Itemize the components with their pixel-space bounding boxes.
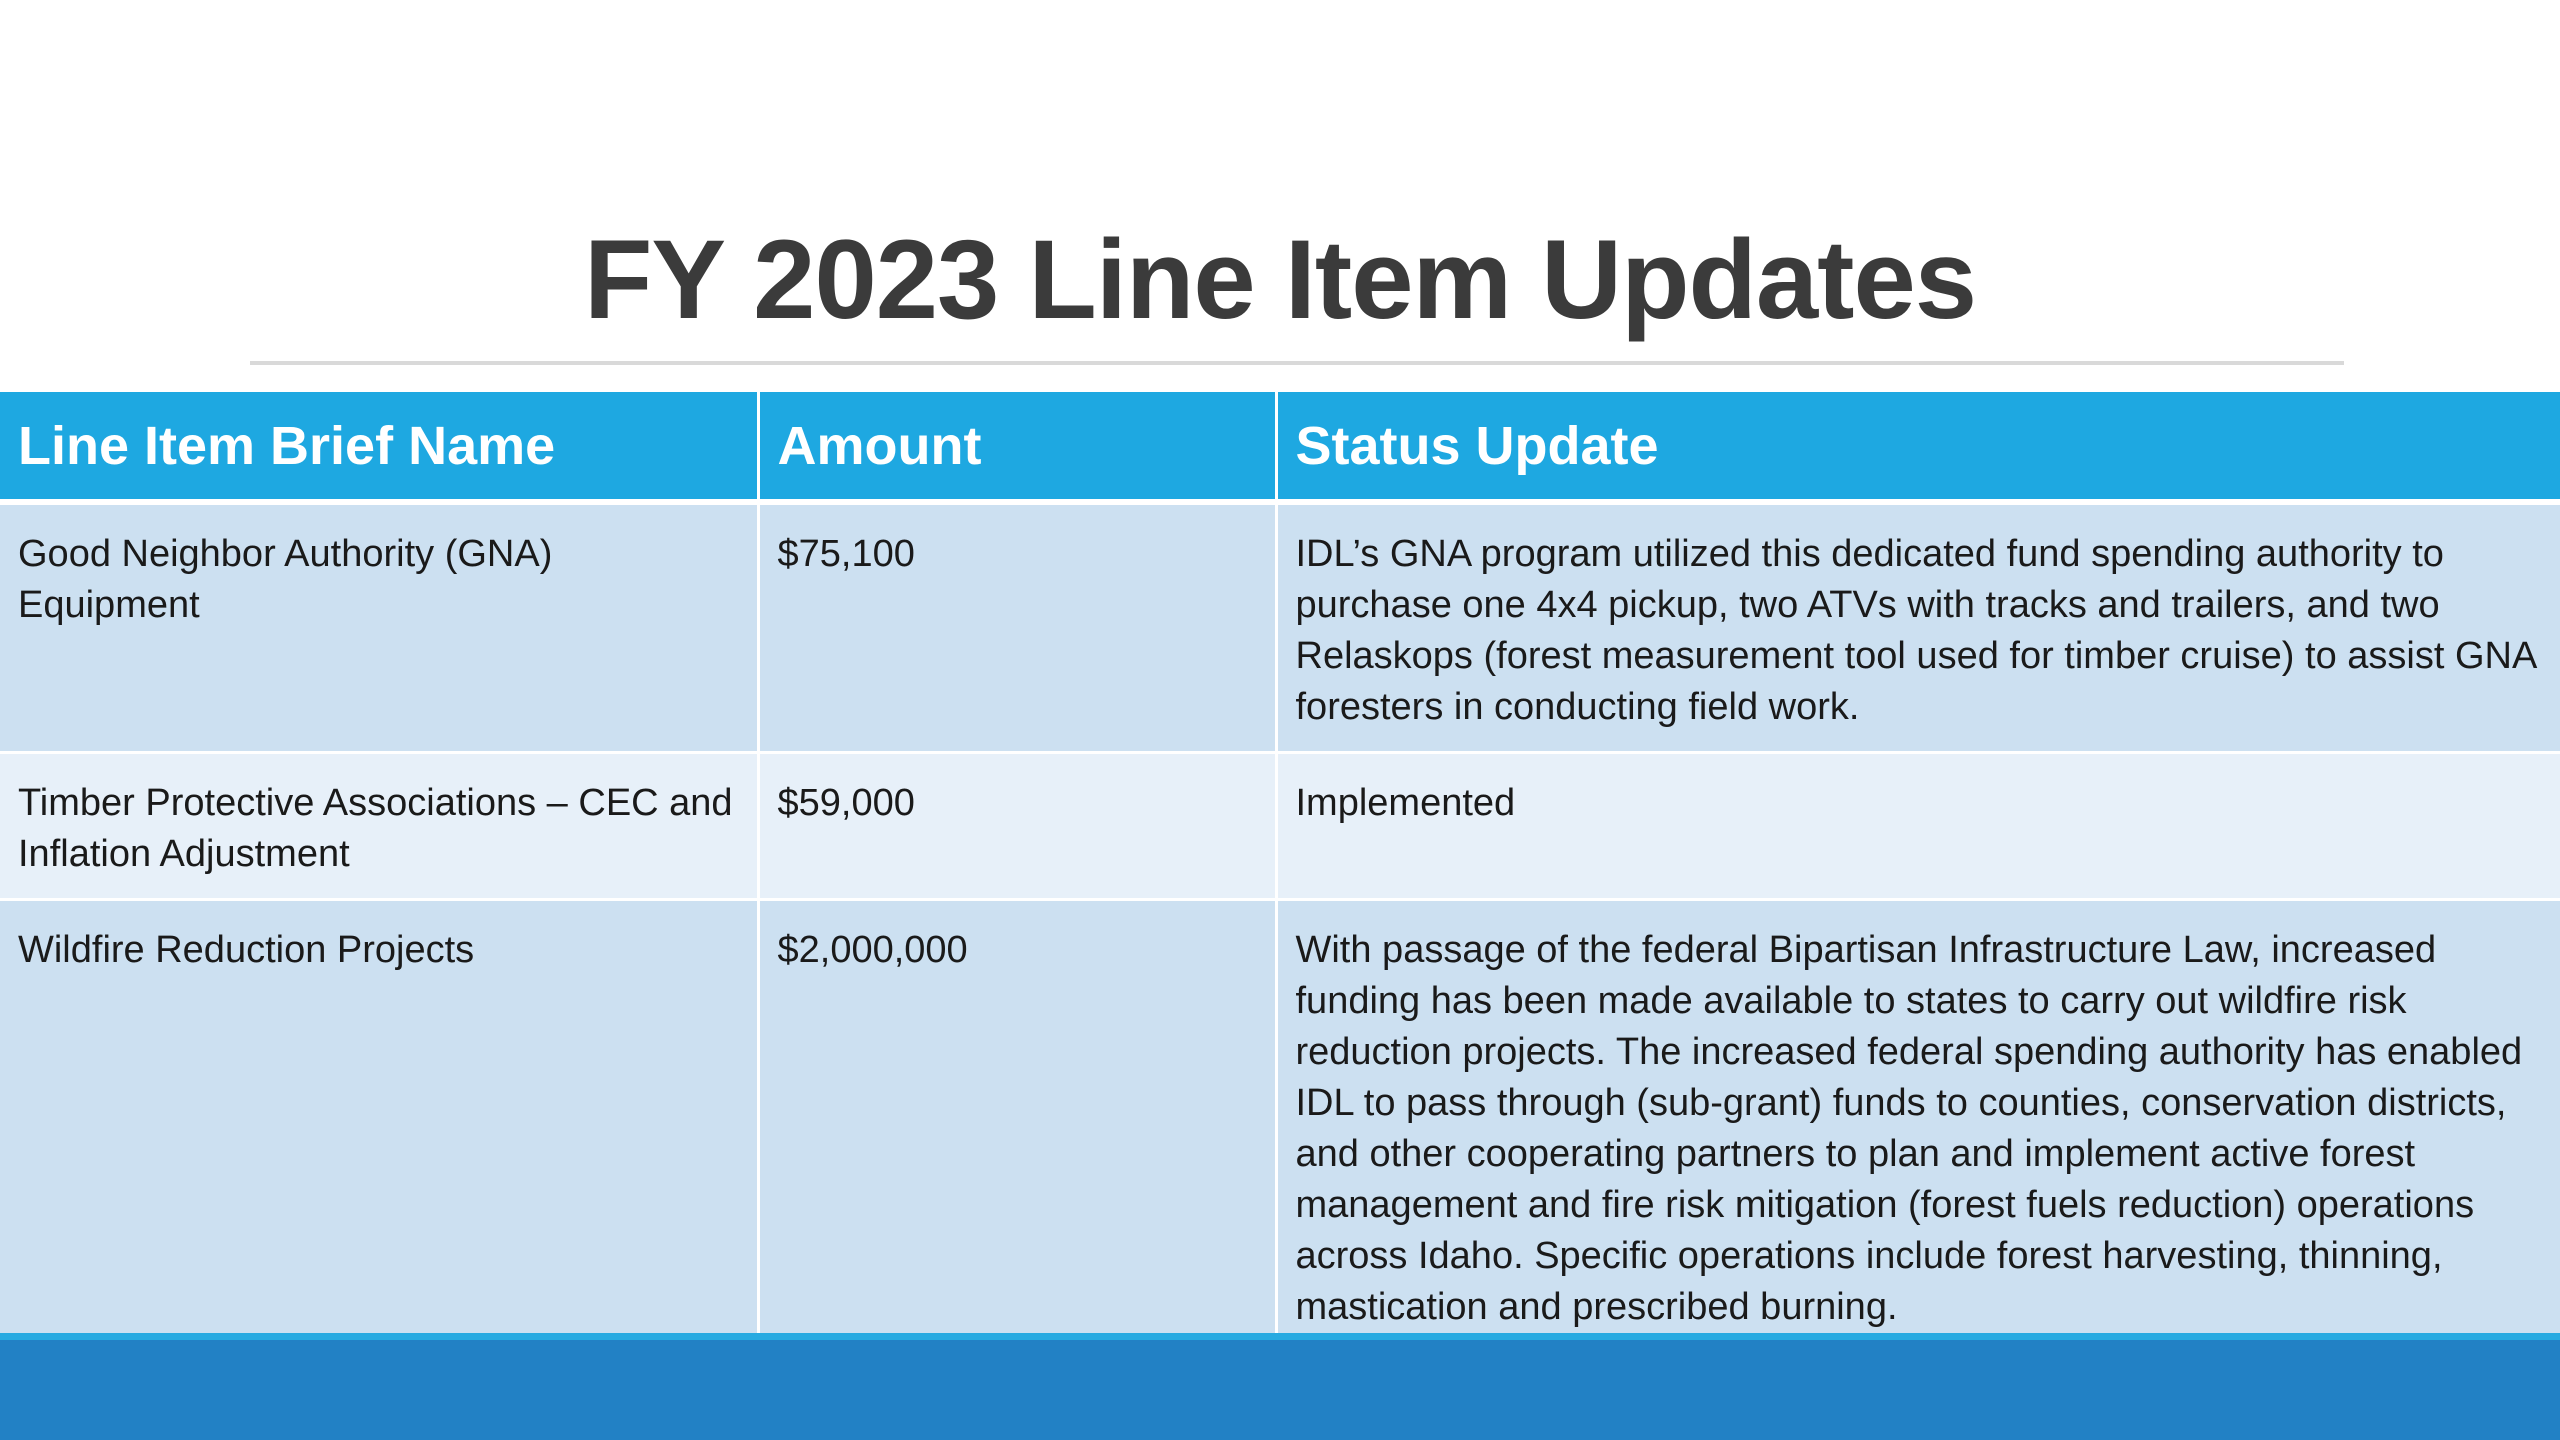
footer-bar xyxy=(0,1340,2560,1440)
line-item-name: Good Neighbor Authority (GNA) Equipment xyxy=(0,502,758,753)
line-item-table xyxy=(0,392,2560,1354)
line-item-amount: $75,100 xyxy=(758,502,1276,753)
table-header-row xyxy=(0,392,2560,502)
line-item-amount: $59,000 xyxy=(758,753,1276,900)
table-row xyxy=(0,900,2560,1353)
line-item-status: With passage of the federal Bipartisan Infrastructure Law, increased funding has been made available to states to carry out wildfire risk reduction projects. The increased federal spending authority has enabled IDL to pass through (sub-grant) funds to counties, conservation districts, and other cooperating partners to plan and implement active forest management and fire risk mitigation (forest fuels reduction) operations across Idaho. Specific operations include forest harvesting, thinning, mastication and prescribed burning. xyxy=(1276,900,2560,1353)
line-item-name: Wildfire Reduction Projects xyxy=(0,900,758,1353)
line-item-name: Timber Protective Associations – CEC and Inflation Adjustment xyxy=(0,753,758,900)
column-header-name: Line Item Brief Name xyxy=(0,392,758,502)
title-divider xyxy=(250,361,2344,365)
column-header-amount: Amount xyxy=(758,392,1276,502)
table-row xyxy=(0,502,2560,753)
line-item-status: Implemented xyxy=(1276,753,2560,900)
footer-accent-line xyxy=(0,1333,2560,1340)
slide-title: FY 2023 Line Item Updates xyxy=(583,217,1977,342)
column-header-status: Status Update xyxy=(1276,392,2560,502)
table-row xyxy=(0,753,2560,900)
line-item-status: IDL’s GNA program utilized this dedicated fund spending authority to purchase one 4x4 pickup, two ATVs with tracks and trailers, and two Relaskops (forest measurement tool used for timber cruise) to assist GNA foresters in conducting field work. xyxy=(1276,502,2560,753)
line-item-amount: $2,000,000 xyxy=(758,900,1276,1353)
